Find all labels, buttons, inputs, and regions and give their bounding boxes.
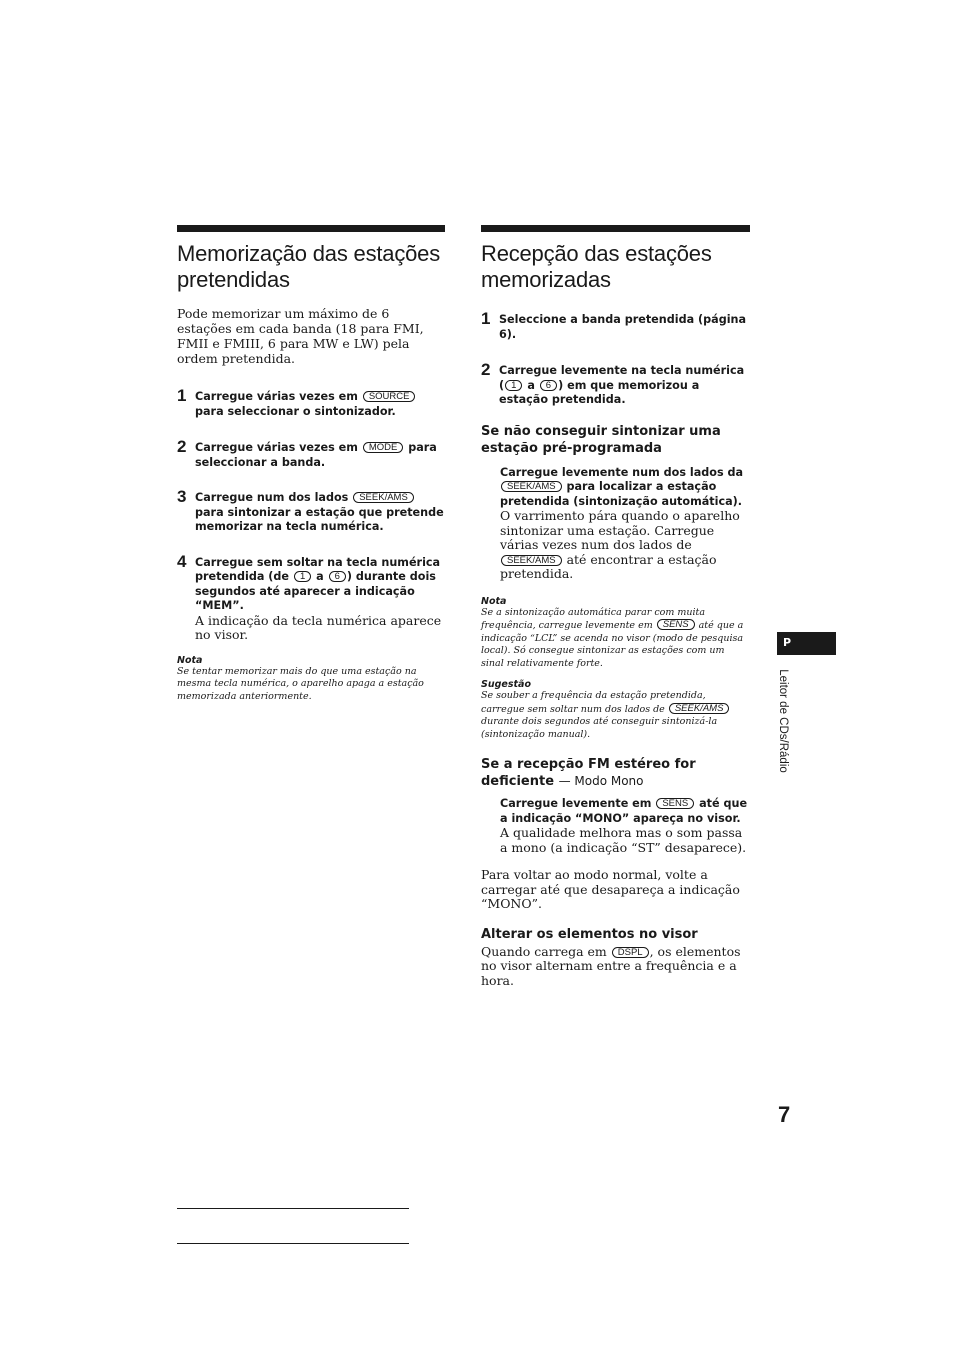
return-normal-text: Para voltar ao modo normal, volte a carregar até que desapareça a indicação “MONO”. xyxy=(481,867,740,911)
step-text: para seleccionar o sintonizador. xyxy=(195,404,396,418)
step-text: para seleccionar a banda. xyxy=(195,441,437,469)
body-text: A qualidade melhora mas o som passa a mono (a indicação “ST” desaparece). xyxy=(500,825,747,855)
seek-ams-key: SEEK/AMS xyxy=(353,492,414,503)
body-text: , os elementos no visor alternam entre a frequência e a hora. xyxy=(481,943,741,988)
step-number: 2 xyxy=(177,437,187,456)
sens-key: SENS xyxy=(657,619,695,630)
preset-6-key: 6 xyxy=(329,571,346,582)
instruction-text: Carregue levemente num dos lados da xyxy=(500,465,744,479)
left-note xyxy=(177,655,445,704)
seek-ams-key: SEEK/AMS xyxy=(501,555,562,566)
left-heading: Memorização das estações pretendidas xyxy=(177,241,440,292)
note-text: Se tentar memorizar mais do que uma estação na mesma tecla numérica, o aparelho apaga a estação memorizada anteriormente. xyxy=(177,665,424,702)
step-number: 2 xyxy=(481,360,491,379)
left-intro: Pode memorizar um máximo de 6 estações em cada banda (18 para FMI, FMII e FMIII, 6 para MW e LW) pela ordem pretendida. xyxy=(177,306,424,366)
right-heading: Recepção das estações memorizadas xyxy=(481,241,712,292)
step-text: para sintonizar a estação que pretende memorizar na tecla numérica. xyxy=(195,505,444,533)
step-text: Carregue levemente na tecla numérica ( xyxy=(499,364,745,392)
step-text: a xyxy=(316,570,324,583)
step-text: ) durante dois segundos até aparecer a indicação “MEM”. xyxy=(195,570,436,612)
step-number: 3 xyxy=(177,487,187,506)
instruction-text: para localizar a estação pretendida (sintonização automática). xyxy=(500,480,743,508)
section-heading-text: Se a recepção FM estéreo for deficiente xyxy=(481,757,696,789)
mode-key: MODE xyxy=(363,442,404,453)
step-text: Seleccione a banda pretendida (página 6). xyxy=(499,313,747,341)
tip-text: Se souber a frequência da estação pretendida, carregue sem soltar num dos lados de xyxy=(481,690,706,715)
note-text: até que a indicação “LCL” se acenda no visor (modo de pesquisa local). Só consegue sintonizar as estações com um sinal relativamente forte. xyxy=(481,620,744,669)
left-column xyxy=(177,225,445,703)
sens-key: SENS xyxy=(656,798,694,809)
left-step-4 xyxy=(177,551,445,643)
seek-ams-key: SEEK/AMS xyxy=(501,481,562,492)
step-text: Carregue sem soltar na tecla numérica pretendida (de xyxy=(195,555,441,583)
body-text: O varrimento pára quando o aparelho sintonizar uma estação. Carregue várias vezes num dos lados de xyxy=(500,508,740,552)
tip-text: durante dois segundos até conseguir sintonizá-la (sintonização manual). xyxy=(481,716,718,740)
section-heading-display: Alterar os elementos no visor xyxy=(481,926,698,942)
right-step-1 xyxy=(481,309,750,342)
step-text: Carregue num dos lados xyxy=(195,491,349,504)
right-step-2 xyxy=(481,360,750,408)
body-text: até encontrar a estação pretendida. xyxy=(500,551,717,581)
preset-1-key: 1 xyxy=(294,571,311,582)
footer-rule xyxy=(177,1208,409,1209)
seek-ams-key: SEEK/AMS xyxy=(669,703,730,714)
left-step-2 xyxy=(177,437,445,470)
step-text: a xyxy=(527,378,535,392)
section-heading-suffix: — Modo Mono xyxy=(558,774,644,788)
section-mono-body xyxy=(481,797,750,855)
step-result: A indicação da tecla numérica aparece no visor. xyxy=(195,612,442,642)
right-column xyxy=(481,225,750,988)
preset-6-key: 6 xyxy=(540,380,557,391)
step-text: Carregue várias vezes em xyxy=(195,390,358,403)
step-number: 4 xyxy=(177,551,187,571)
dspl-key: DSPL xyxy=(612,947,649,958)
section-preset-body xyxy=(481,466,750,582)
note-text: Se a sintonização automática parar com muita frequência, carregue levemente em xyxy=(481,606,706,631)
section-display-body xyxy=(481,945,750,989)
step-text: Carregue várias vezes em xyxy=(195,441,358,454)
page-number: 7 xyxy=(778,1102,791,1127)
language-tab-label: P xyxy=(783,636,792,649)
step-number: 1 xyxy=(177,386,187,405)
instruction-text: até que a indicação “MONO” apareça no visor. xyxy=(500,797,748,825)
right-note xyxy=(481,596,750,671)
heading-rule xyxy=(177,225,445,232)
section-heading-mono xyxy=(481,756,750,790)
right-tip xyxy=(481,679,750,741)
step-number: 1 xyxy=(481,309,491,328)
body-text: Quando carrega em xyxy=(481,943,607,959)
instruction-text: Carregue levemente em xyxy=(500,797,652,810)
section-side-label: Leitor de CDs/Rádio xyxy=(777,669,789,773)
step-text: ) em que memorizou a estação pretendida. xyxy=(499,378,700,406)
left-step-3 xyxy=(177,487,445,535)
heading-rule xyxy=(481,225,750,232)
note-title: Nota xyxy=(481,595,507,607)
footer-rule xyxy=(177,1243,409,1244)
tip-title: Sugestão xyxy=(481,679,531,690)
left-step-1 xyxy=(177,386,445,419)
note-title: Nota xyxy=(177,654,203,666)
section-heading-preset: Se não conseguir sintonizar uma estação pré-programada xyxy=(481,423,721,456)
source-key: SOURCE xyxy=(363,391,416,402)
preset-1-key: 1 xyxy=(505,380,522,391)
